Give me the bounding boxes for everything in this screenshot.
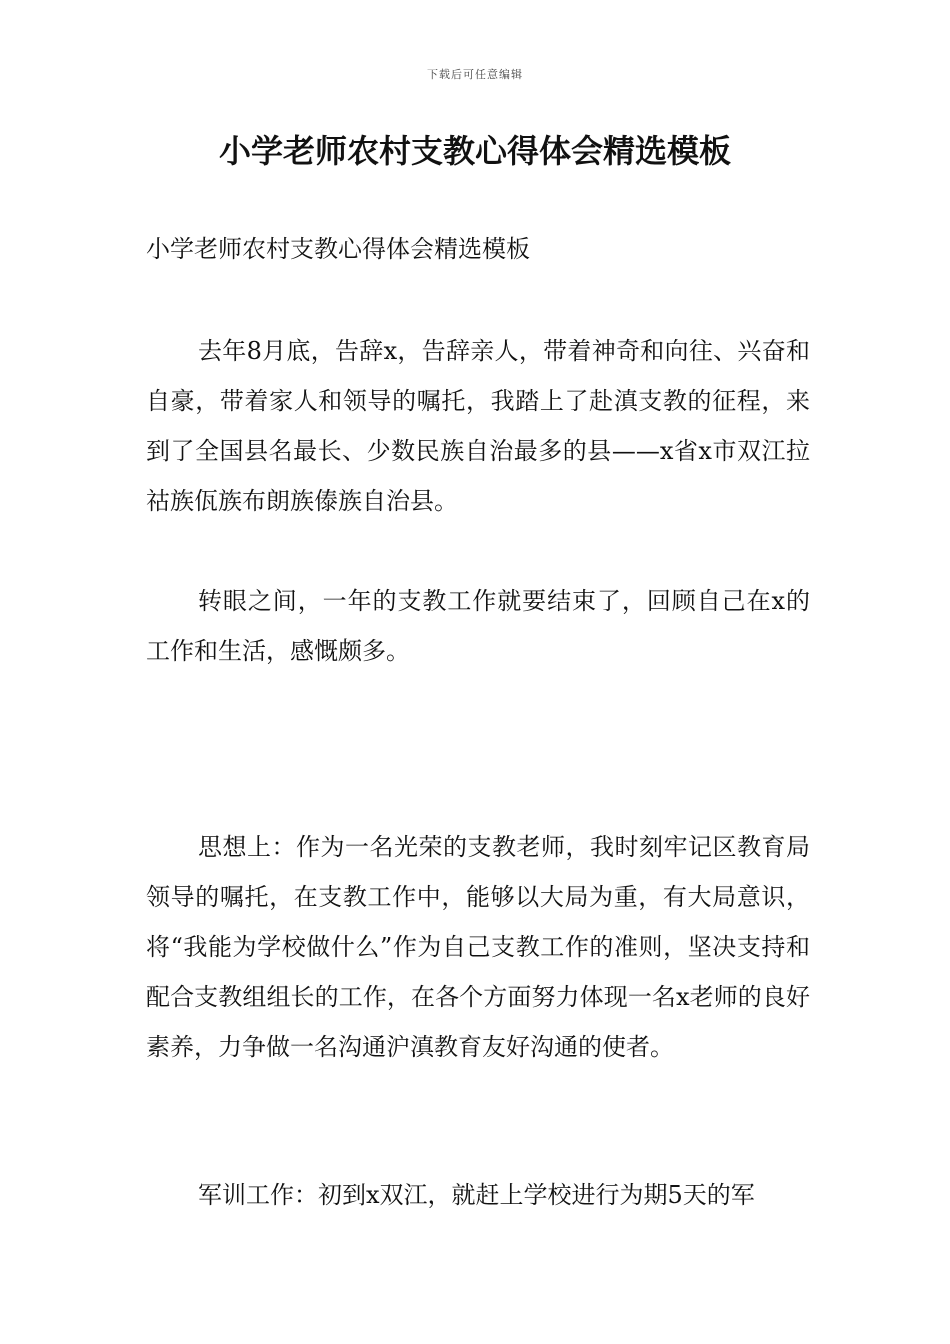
paragraph-ideology: 思想上：作为一名光荣的支教老师，我时刻牢记区教育局领导的嘱托，在支教工作中，能够以大局为重，有大局意识，将“我能为学校做什么”作为自己支教工作的准则，坚决支持和配合支教组组长的工作，在各个方面努力体现一名x老师的良好素养，力争做一名沟通沪滇教育友好沟通的使者。	[146, 833, 810, 1061]
paragraph-departure: 去年8月底，告辞x，告辞亲人，带着神奇和向往、兴奋和自豪，带着家人和领导的嘱托，我踏上了赴滇支教的征程，来到了全国县名最长、少数民族自治最多的县——x省x市双江拉祜族佤族布朗族傣族自治县。	[146, 337, 810, 515]
document-title: 小学老师农村支教心得体会精选模板	[218, 132, 731, 170]
document-subtitle: 小学老师农村支教心得体会精选模板	[146, 235, 530, 263]
paragraph-military-training: 军训工作：初到x双江，就赶上学校进行为期5天的军	[198, 1181, 755, 1209]
header-note: 下载后可任意编辑	[427, 68, 523, 81]
paragraph-reflection: 转眼之间，一年的支教工作就要结束了，回顾自己在x的工作和生活，感慨颇多。	[146, 587, 810, 665]
